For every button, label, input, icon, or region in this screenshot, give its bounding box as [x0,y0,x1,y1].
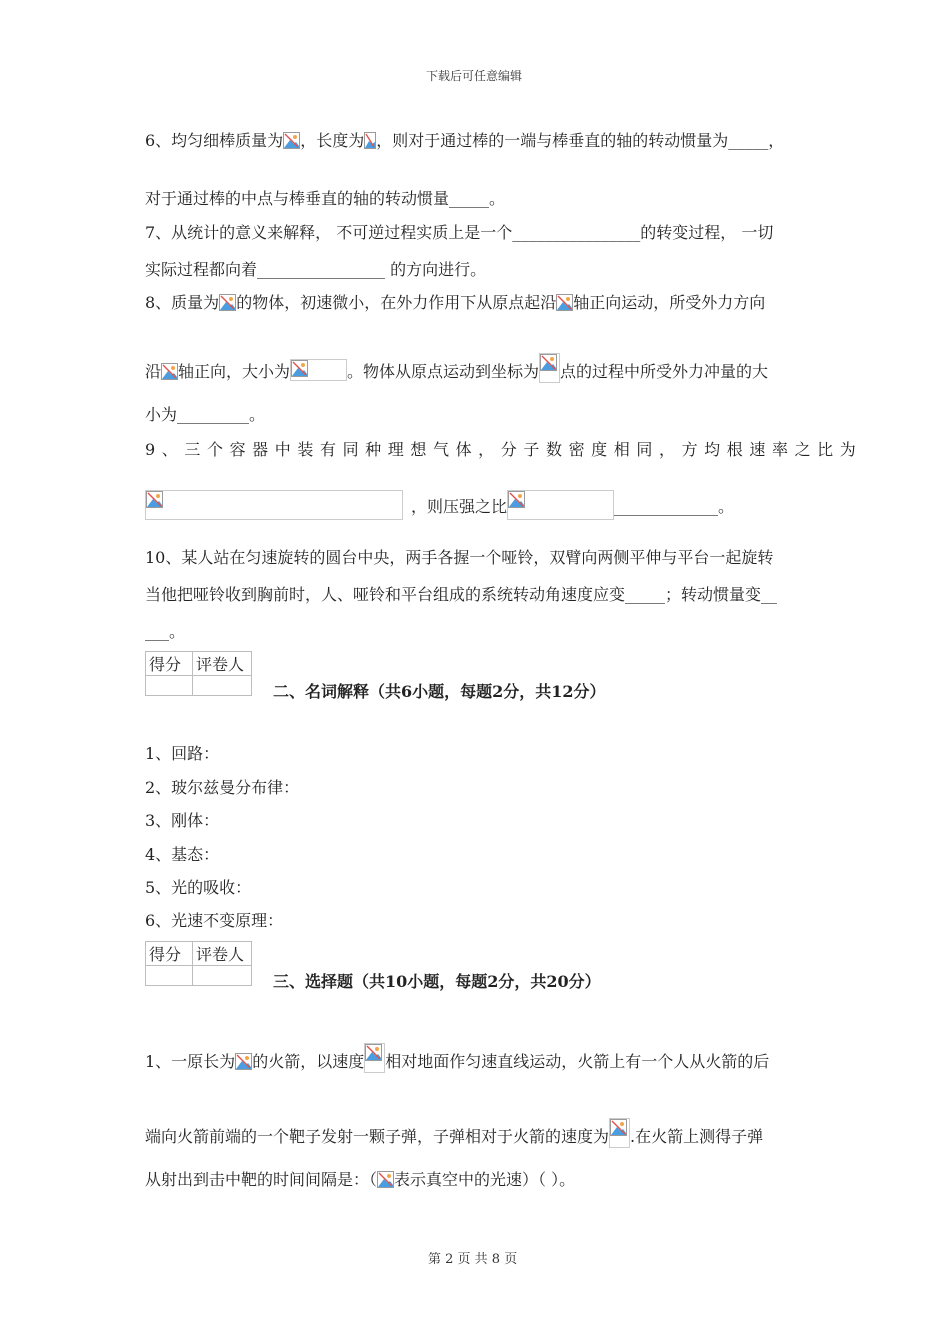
formula-image-box [290,359,347,381]
question-9-line-2 [145,490,734,520]
q9-text-b: ，则压强之比 [411,497,508,516]
term-item-5: 5、光的吸收： [145,878,252,897]
broken-image-icon [508,491,525,508]
q8-text-c: 轴正向运动，所受外力方向 [573,293,766,312]
choice-question-1-line-1 [145,1043,769,1073]
grader-header: 评卷人 [193,652,252,676]
formula-image-box [539,353,560,383]
question-7-line-2: 实际过程都向着________________ 的方向进行。 [145,260,487,279]
section-3-title: 三、选择题（共10小题，每题2分，共20分） [273,972,601,991]
broken-image-icon [283,132,300,149]
q8-text-d: 沿 [145,362,162,381]
page-footer: 第 2 页 共 8 页 [428,1252,518,1267]
s3q1-text-b: 的火箭，以速度 [252,1052,365,1071]
q8-text-b: 的物体，初速微小，在外力作用下从原点起沿 [236,293,557,312]
question-10-line-2: 当他把哑铃收到胸前时，人、哑铃和平台组成的系统转动角速度应变_____；转动惯量变__ [145,585,778,604]
q8-text-a: 8、质量为 [145,293,220,312]
page-header: 下载后可任意编辑 [426,69,523,83]
choice-question-1-line-2 [145,1118,763,1148]
broken-image-icon [146,491,163,508]
q8-text-g: 点的过程中所受外力冲量的大 [560,362,769,381]
score-cell [146,966,193,986]
q6-text-c: ，则对于通过棒的一端与棒垂直的轴的转动惯量为_____， [376,131,785,150]
q6-text-a: 6、均匀细棒质量为 [145,131,284,150]
score-header: 得分 [146,652,193,676]
s3q1-text-g: 表示真空中的光速）（ ）。 [394,1170,576,1189]
question-10-line-1: 10、某人站在匀速旋转的圆台中央，两手各握一个哑铃，双臂向两侧平伸与平台一起旋转 [145,548,774,567]
grader-cell [193,676,252,696]
grader-header: 评卷人 [193,942,252,966]
s3q1-text-c: 相对地面作匀速直线运动，火箭上有一个人从火箭的后 [385,1052,770,1071]
term-item-1: 1、回路： [145,744,220,763]
question-6-line-1 [145,131,784,151]
score-header: 得分 [146,942,193,966]
question-10-line-3: ___。 [145,622,186,641]
broken-image-icon [364,132,376,149]
broken-image-icon [610,1119,627,1136]
formula-image-box [364,1043,385,1073]
question-8-line-3: 小为_________。 [145,405,266,424]
broken-image-icon [235,1053,252,1070]
question-8-line-2 [145,353,768,383]
score-table [145,651,252,696]
s3q1-text-f: 从射出到击中靶的时间间隔是：（ [145,1170,378,1189]
q8-text-e: 轴正向，大小为 [178,362,291,381]
grader-cell [193,966,252,986]
q6-text-b: ，长度为 [300,131,365,150]
question-8-line-1 [145,293,765,313]
section-2-title: 二、名词解释（共6小题，每题2分，共12分） [273,682,606,701]
question-9-line-1: 9、三个容器中装有同种理想气体，分子数密度相同，方均根速率之比为 [145,440,863,459]
formula-image-box [145,490,403,520]
q8-text-f: 。物体从原点运动到坐标为 [347,362,540,381]
broken-image-icon [540,354,557,371]
score-table [145,941,252,986]
term-item-6: 6、光速不变原理： [145,911,284,930]
score-cell [146,676,193,696]
s3q1-text-a: 1、一原长为 [145,1052,236,1071]
broken-image-icon [377,1171,394,1188]
formula-image-box [507,490,614,520]
q9-text-c: _____________。 [614,497,735,516]
broken-image-icon [291,360,308,377]
term-item-3: 3、刚体： [145,811,220,830]
question-7-line-1: 7、从统计的意义来解释， 不可逆过程实质上是一个________________的转变过程， 一切 [145,223,774,242]
broken-image-icon [556,294,573,311]
choice-question-1-line-3 [145,1170,575,1190]
s3q1-text-e: .在火箭上测得子弹 [630,1127,764,1146]
formula-image-box [609,1118,630,1148]
broken-image-icon [161,363,178,380]
s3q1-text-d: 端向火箭前端的一个靶子发射一颗子弹，子弹相对于火箭的速度为 [145,1127,610,1146]
term-item-4: 4、基态： [145,845,220,864]
question-6-line-2: 对于通过棒的中点与棒垂直的轴的转动惯量_____。 [145,189,506,208]
broken-image-icon [365,1044,382,1061]
broken-image-icon [219,294,236,311]
term-item-2: 2、玻尔兹曼分布律： [145,778,300,797]
